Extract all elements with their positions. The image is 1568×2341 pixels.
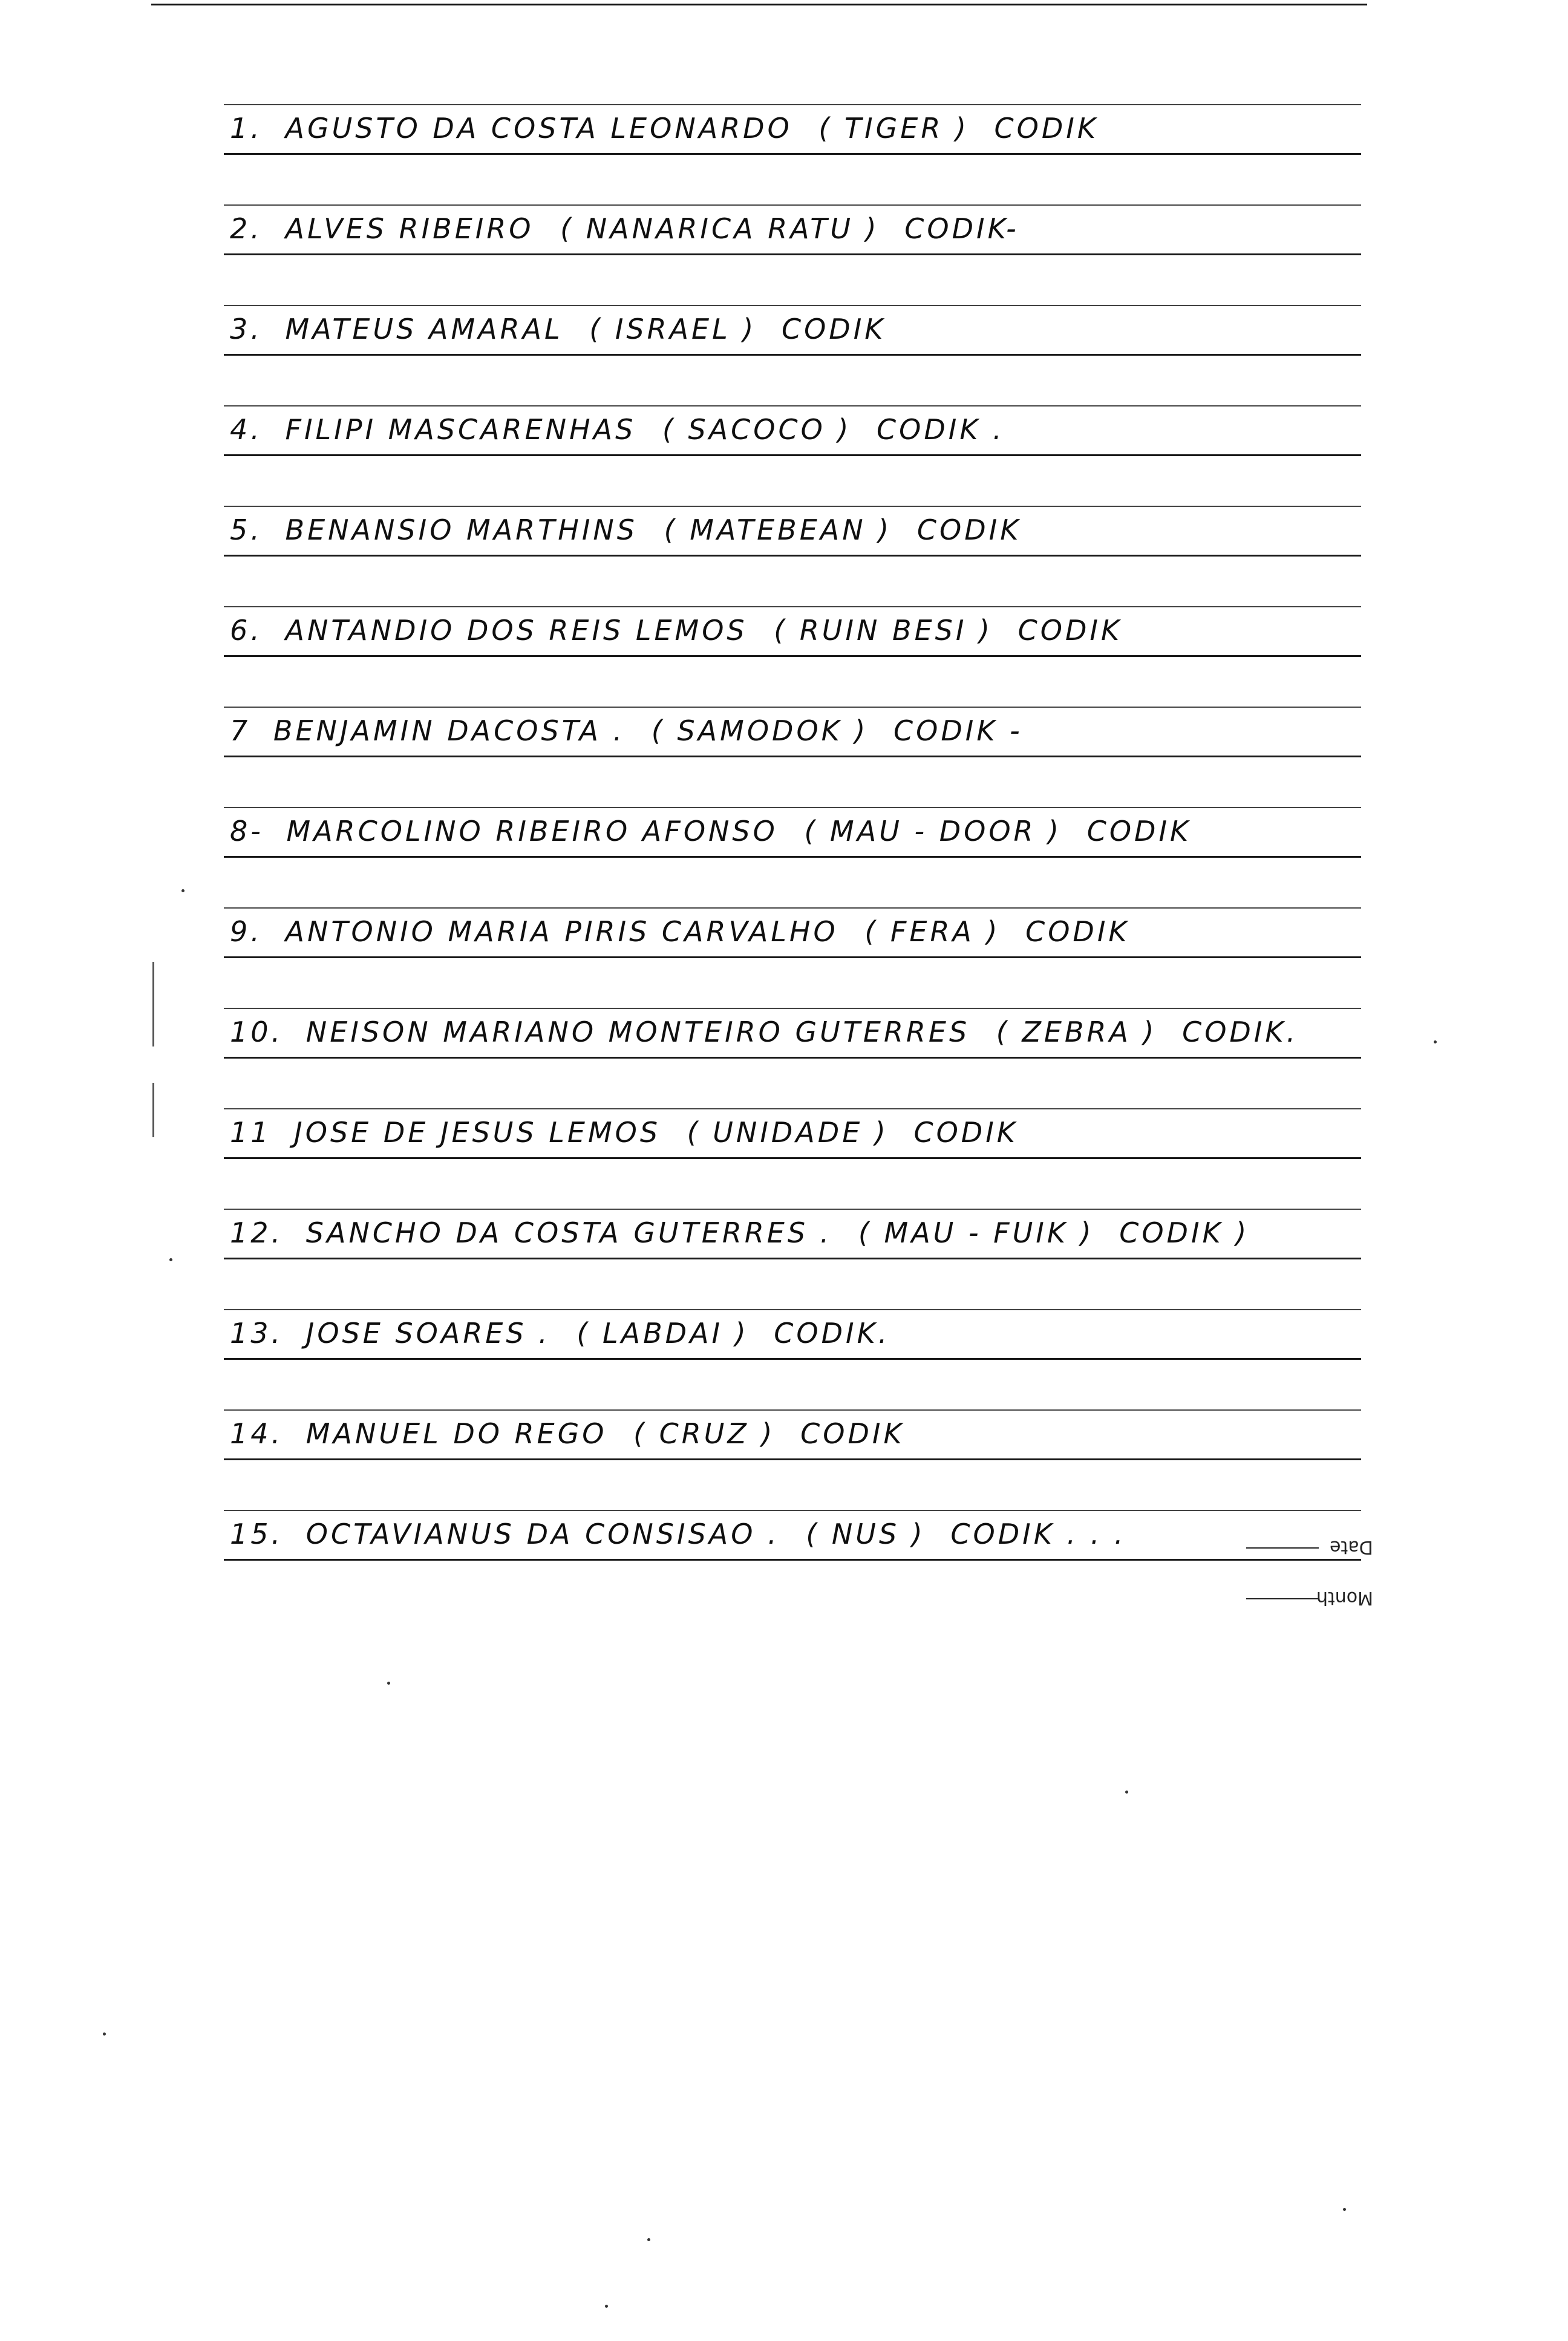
list-entry	[230, 1216, 1249, 1249]
scan-speck	[1434, 1040, 1437, 1043]
entry-code: CODIK )	[1119, 1216, 1250, 1249]
entry-number: 5.	[230, 514, 263, 546]
entry-alias: ( ISRAEL )	[589, 313, 757, 345]
entry-number: 6.	[230, 614, 263, 647]
entry-name: NEISON MARIANO MONTEIRO GUTERRES	[305, 1016, 970, 1048]
entry-number: 1.	[230, 112, 263, 145]
list-item	[224, 1159, 1361, 1259]
entry-alias: ( SACOCO )	[662, 413, 852, 446]
entry-code: CODIK	[781, 313, 886, 345]
list-item	[224, 858, 1361, 958]
list-item	[224, 356, 1361, 456]
list-entry	[230, 815, 1191, 847]
entry-code: CODIK	[916, 514, 1022, 546]
entry-alias: ( MATEBEAN )	[664, 514, 892, 546]
list-entry	[230, 614, 1122, 647]
scan-speck	[1125, 1791, 1128, 1794]
scan-speck	[1343, 2208, 1346, 2211]
entry-number: 8-	[230, 815, 264, 847]
entry-number: 2.	[230, 212, 263, 245]
entry-code: CODIK	[1018, 614, 1123, 647]
entry-name: SANCHO DA COSTA GUTERRES .	[305, 1216, 832, 1249]
list-entry	[230, 1317, 890, 1350]
entry-name: MATEUS AMARAL	[285, 313, 563, 345]
scan-speck	[605, 2305, 608, 2308]
entry-code: CODIK	[913, 1116, 1018, 1149]
entry-number: 3.	[230, 313, 263, 345]
list-item	[224, 958, 1361, 1059]
month-line	[1246, 1598, 1319, 1599]
entry-name: MANUEL DO REGO	[305, 1417, 607, 1450]
entry-name: OCTAVIANUS DA CONSISAO .	[305, 1518, 780, 1550]
top-rule	[151, 0, 1367, 5]
entry-alias: ( LABDAI )	[577, 1317, 749, 1350]
entry-alias: ( MAU - DOOR )	[804, 815, 1062, 847]
list-entry	[230, 112, 1099, 145]
entry-number: 9.	[230, 915, 263, 948]
list-item	[224, 757, 1361, 858]
entry-number: 11	[230, 1116, 272, 1149]
list-entry	[230, 1116, 1018, 1149]
list-item	[224, 255, 1361, 356]
entry-name: BENJAMIN DACOSTA .	[273, 714, 626, 747]
list-item	[224, 1360, 1361, 1460]
entry-code: CODIK.	[1182, 1016, 1299, 1048]
entry-name: BENANSIO MARTHINS	[285, 514, 638, 546]
list-item	[224, 1460, 1361, 1561]
entry-code: CODIK-	[904, 212, 1019, 245]
entry-number: 12.	[230, 1216, 284, 1249]
entry-alias: ( RUIN BESI )	[774, 614, 993, 647]
entry-name: JOSE SOARES .	[305, 1317, 550, 1350]
list-entry	[230, 1016, 1298, 1048]
entry-code: CODIK . . .	[950, 1518, 1126, 1550]
month-label: Month	[1316, 1587, 1373, 1608]
entry-name: MARCOLINO RIBEIRO AFONSO	[286, 815, 778, 847]
scan-speck	[169, 1258, 172, 1261]
scan-speck	[387, 1682, 390, 1685]
entry-number: 14.	[230, 1417, 284, 1450]
entry-alias: ( SAMODOK )	[651, 714, 869, 747]
list-entry	[230, 514, 1021, 546]
list-entry	[230, 313, 886, 345]
entry-number: 13.	[230, 1317, 284, 1350]
list-entry	[230, 1417, 905, 1450]
list-item	[224, 557, 1361, 657]
list-entry	[230, 413, 1005, 446]
scan-speck	[181, 889, 185, 892]
entry-name: JOSE DE JESUS LEMOS	[294, 1116, 661, 1149]
entry-code: CODIK	[1025, 915, 1130, 948]
scan-speck	[103, 2032, 106, 2036]
entry-name: AGUSTO DA COSTA LEONARDO	[285, 112, 792, 145]
margin-scan-mark	[152, 962, 154, 1046]
scan-speck	[647, 2238, 650, 2241]
entry-name: ANTANDIO DOS REIS LEMOS	[285, 614, 748, 647]
entry-alias: ( TIGER )	[818, 112, 969, 145]
entry-number: 7	[230, 714, 251, 747]
list-item	[224, 54, 1361, 155]
entry-alias: ( UNIDADE )	[687, 1116, 889, 1149]
entry-code: CODIK	[994, 112, 1099, 145]
list-item	[224, 456, 1361, 557]
entry-alias: ( MAU - FUIK )	[858, 1216, 1094, 1249]
list-item	[224, 155, 1361, 255]
list-entry	[230, 714, 1023, 747]
entry-alias: ( FERA )	[864, 915, 1001, 948]
list-entry	[230, 1518, 1126, 1550]
handwritten-list	[224, 54, 1361, 1561]
entry-name: ALVES RIBEIRO	[285, 212, 534, 245]
entry-code: CODIK .	[877, 413, 1005, 446]
entry-name: ANTONIO MARIA PIRIS CARVALHO	[285, 915, 838, 948]
list-entry	[230, 915, 1130, 948]
entry-alias: ( NANARICA RATU )	[560, 212, 880, 245]
list-item	[224, 1259, 1361, 1360]
margin-scan-mark	[152, 1083, 154, 1137]
entry-code: CODIK -	[893, 714, 1023, 747]
date-label: Date	[1330, 1536, 1373, 1558]
list-entry	[230, 212, 1019, 245]
form-field-labels	[1246, 1536, 1379, 1645]
entry-code: CODIK	[1086, 815, 1192, 847]
entry-number: 15.	[230, 1518, 284, 1550]
entry-alias: ( CRUZ )	[633, 1417, 776, 1450]
entry-code: CODIK.	[774, 1317, 890, 1350]
date-line	[1246, 1547, 1319, 1549]
entry-alias: ( ZEBRA )	[996, 1016, 1157, 1048]
entry-alias: ( NUS )	[806, 1518, 926, 1550]
list-item	[224, 657, 1361, 757]
entry-name: FILIPI MASCARENHAS	[285, 413, 636, 446]
entry-number: 4.	[230, 413, 263, 446]
list-item	[224, 1059, 1361, 1159]
entry-number: 10.	[230, 1016, 284, 1048]
entry-code: CODIK	[800, 1417, 905, 1450]
